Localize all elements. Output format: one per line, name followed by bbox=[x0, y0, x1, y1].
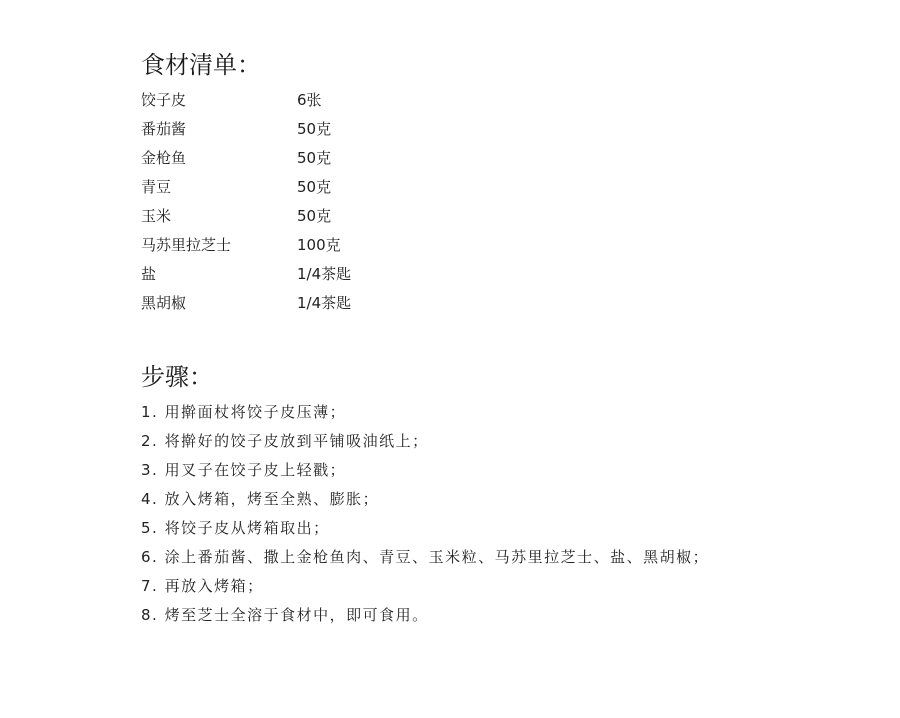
ingredient-name: 青豆 bbox=[141, 178, 172, 196]
ingredient-row bbox=[141, 202, 841, 231]
ingredient-amount: 100克 bbox=[297, 236, 341, 254]
ingredient-name: 马苏里拉芝士 bbox=[141, 236, 232, 254]
ingredient-amount: 50克 bbox=[297, 149, 332, 167]
ingredient-name: 番茄酱 bbox=[141, 120, 187, 138]
step-item: 6. 涂上番茄酱、撒上金枪鱼肉、青豆、玉米粒、马苏里拉芝士、盐、黑胡椒； bbox=[141, 548, 710, 566]
step-item: 3. 用叉子在饺子皮上轻戳； bbox=[141, 461, 347, 479]
ingredient-amount: 50克 bbox=[297, 120, 332, 138]
ingredient-amount: 50克 bbox=[297, 207, 332, 225]
steps-list bbox=[141, 398, 841, 630]
step-item: 4. 放入烤箱，烤至全熟、膨胀； bbox=[141, 490, 380, 508]
step-item: 1. 用擀面杖将饺子皮压薄； bbox=[141, 403, 347, 421]
ingredient-name: 盐 bbox=[141, 265, 157, 283]
ingredient-row bbox=[141, 115, 841, 144]
ingredient-row bbox=[141, 260, 841, 289]
step-item: 5. 将饺子皮从烤箱取出； bbox=[141, 519, 330, 537]
ingredient-name: 金枪鱼 bbox=[141, 149, 187, 167]
ingredient-amount: 1/4茶匙 bbox=[297, 294, 352, 312]
ingredient-row bbox=[141, 144, 841, 173]
ingredient-name: 饺子皮 bbox=[141, 91, 187, 109]
step-item: 8. 烤至芝士全溶于食材中，即可食用。 bbox=[141, 606, 429, 624]
ingredient-row bbox=[141, 231, 841, 260]
recipe-document bbox=[141, 48, 841, 630]
ingredient-row bbox=[141, 289, 841, 318]
ingredient-row bbox=[141, 173, 841, 202]
ingredients-title: 食材清单： bbox=[141, 51, 261, 79]
step-item: 2. 将擀好的饺子皮放到平铺吸油纸上； bbox=[141, 432, 429, 450]
ingredient-row bbox=[141, 86, 841, 115]
ingredients-list bbox=[141, 86, 841, 318]
ingredient-amount: 1/4茶匙 bbox=[297, 265, 352, 283]
steps-title: 步骤： bbox=[141, 363, 213, 391]
ingredient-amount: 50克 bbox=[297, 178, 332, 196]
step-item: 7. 再放入烤箱； bbox=[141, 577, 264, 595]
ingredient-name: 玉米 bbox=[141, 207, 172, 225]
ingredient-name: 黑胡椒 bbox=[141, 294, 187, 312]
ingredient-amount: 6张 bbox=[297, 91, 322, 109]
